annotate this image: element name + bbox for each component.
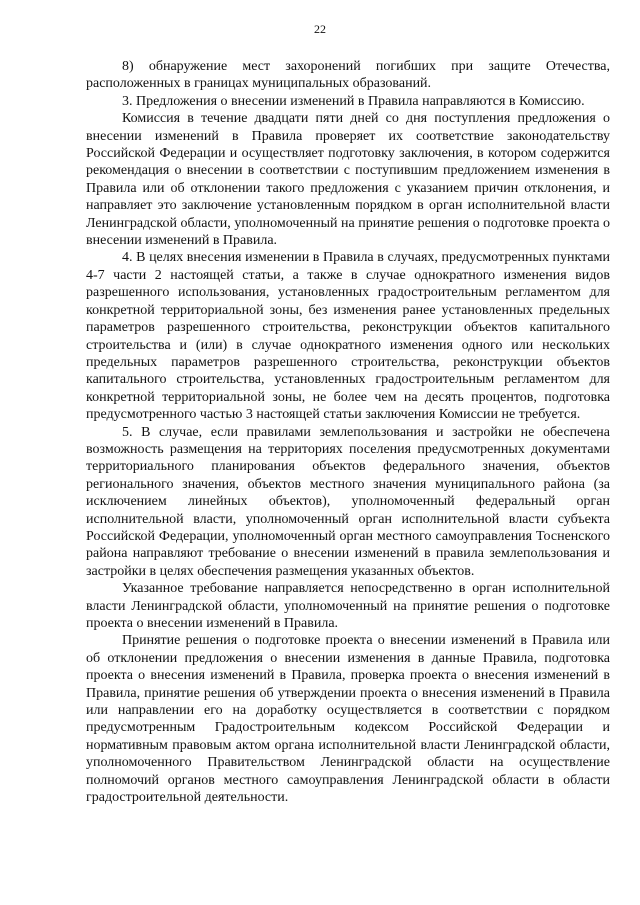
paragraph-commission-review: Комиссия в течение двадцати пяти дней со дня поступления предложения о внесении изменений в Правила проверяет их соответствие законодательству Российской Федерации и осуществляет подготовку заключения, в котором содержится рекомендация о внесении в соответствии с поступившим предложением изменения в Правила или об отклонении такого предложения с указанием причин отклонения, и направляет это заключение установленным порядком в орган исполнительной власти Ленинградской области, уполномоченный на принятие решения о подготовке проекта о внесении изменений в Правила. — [86, 111, 610, 249]
document-body — [86, 58, 610, 806]
paragraph-section-4: 4. В целях внесения изменении в Правила в случаях, предусмотренных пунктами 4-7 части 2 настоящей статьи, а также в случае однократного изменения видов разрешенного использования, установленных градостроительным регламентом для конкретной территориальной зоны, без изменения ранее установленных предельных параметров разрешенного строительства, реконструкции объектов капитального строительства и (или) в случае однократного изменения одного или нескольких предельных параметров разрешенного строительства, реконструкции объектов капитального строительства, установленных градостроительным регламентом для конкретной территориальной зоны, не более чем на десять процентов, подготовка предусмотренного частью 3 настоящей статьи заключения Комиссии не требуется. — [86, 250, 610, 423]
paragraph-section-5: 5. В случае, если правилами землепользования и застройки не обеспечена возможность размещения на территориях поселения предусмотренных документами территориального планирования объектов федерального значения, объектов регионального значения, объектов местного значения муниципального района (за исключением линейных объектов), уполномоченный федеральный орган исполнительной власти, уполномоченный орган исполнительной власти субъекта Российской Федерации, уполномоченный орган местного самоуправления Тосненского района направляют требование о внесении изменений в правила землепользования и застройки в целях обеспечения размещения указанных объектов. — [86, 424, 610, 579]
page-number: 22 — [314, 22, 326, 36]
paragraph-decision-procedure: Принятие решения о подготовке проекта о внесении изменений в Правила или об отклонении предложения о внесении изменения в данные Правила, подготовка проекта о внесения изменений в Правила, проверка проекта о внесения изменений в Правила, принятие решения об утверждении проекта о внесения изменений в Правила или направлении его на доработку осуществляется в соответствии с порядком предусмотренным Градостроительным кодексом Российской Федерации и нормативным правовым актом органа исполнительной власти Ленинградской области, уполномоченного Правительством Ленинградской области на осуществление полномочий органов местного самоуправления Ленинградской области в области градостроительной деятельности. — [86, 633, 610, 806]
paragraph-requirement-direction: Указанное требование направляется непосредственно в орган исполнительной власти Ленинградской области, уполномоченный на принятие решения о подготовке проекта о внесении изменений в Правила. — [86, 581, 610, 631]
paragraph-section-3: 3. Предложения о внесении изменений в Правила направляются в Комиссию. — [122, 93, 585, 109]
paragraph-item-8: 8) обнаружение мест захоронений погибших при защите Отечества, расположенных в границах муниципальных образований. — [86, 59, 610, 92]
